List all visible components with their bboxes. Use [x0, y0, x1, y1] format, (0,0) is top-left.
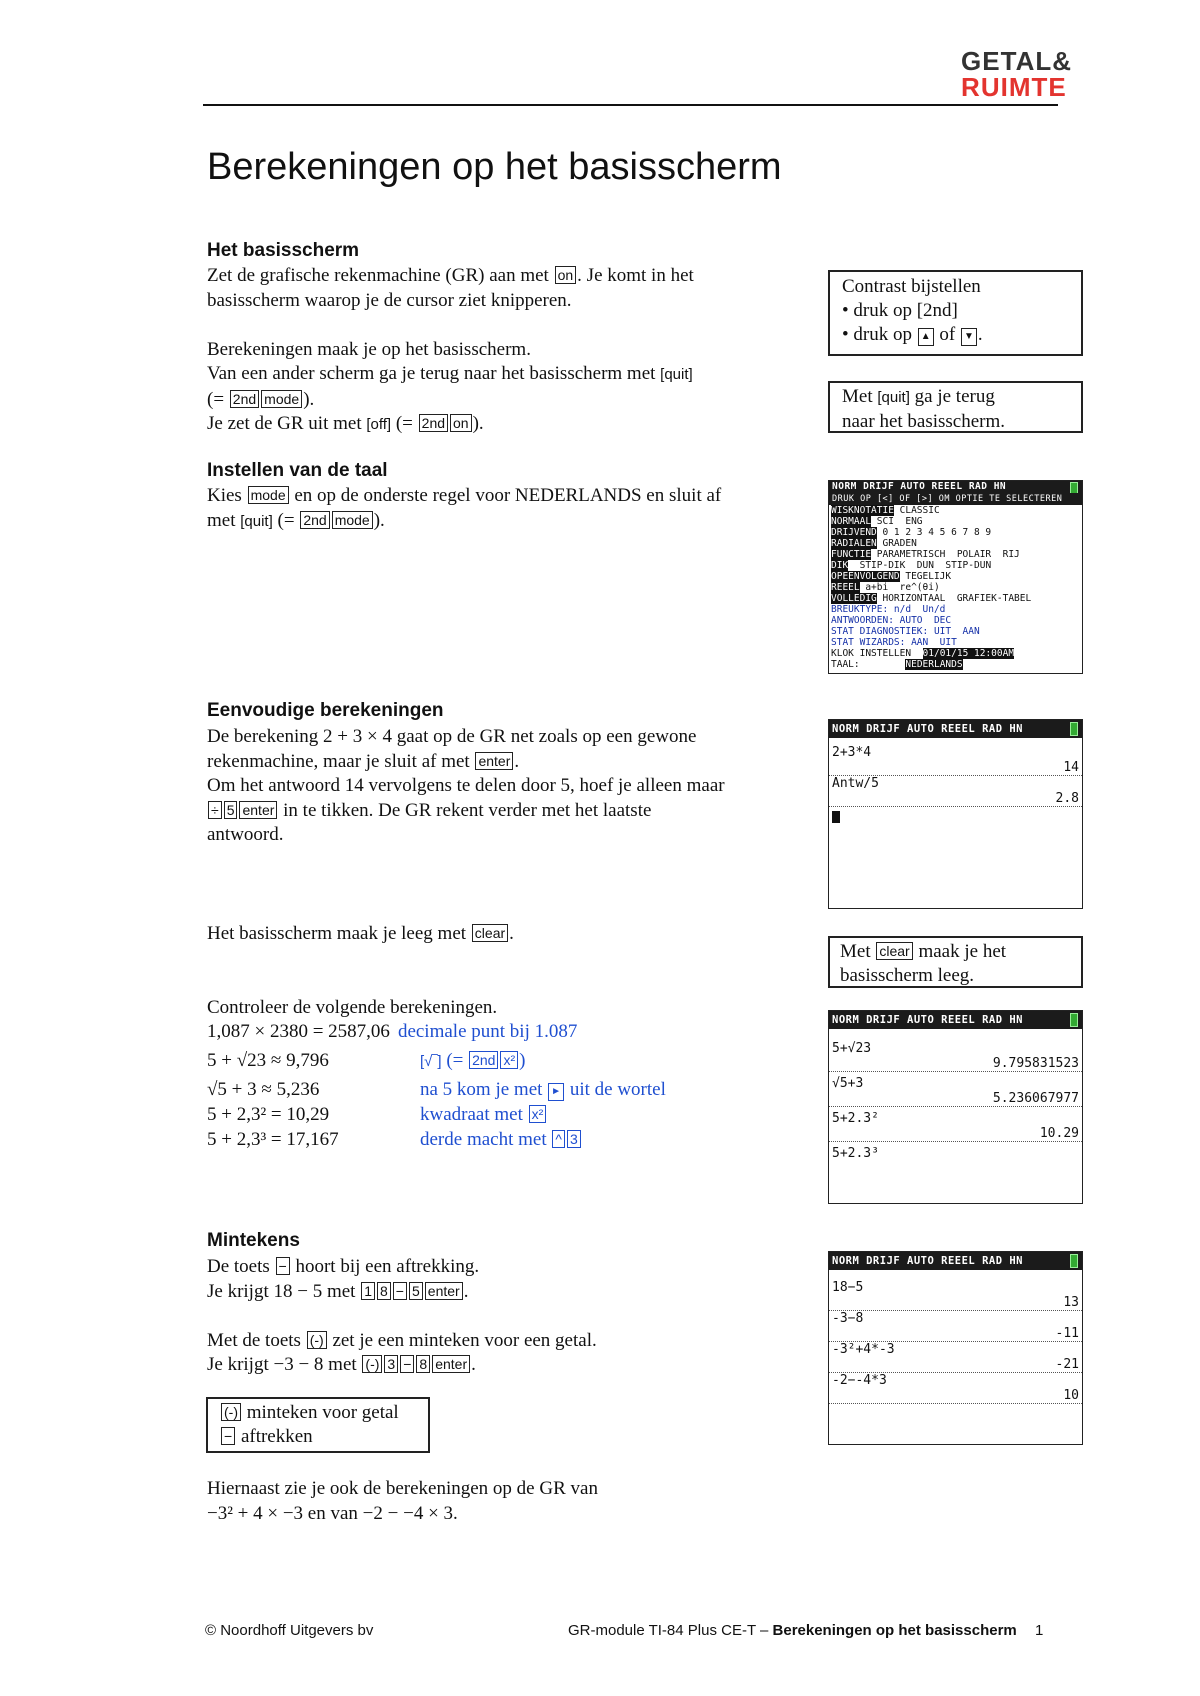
calc-input: Antw/5 — [832, 776, 879, 791]
text: . — [463, 1280, 469, 1302]
mode-row — [829, 648, 1082, 659]
text: druk op [2nd] — [853, 300, 958, 321]
calc-result: 9.795831523 — [829, 1056, 1082, 1072]
quit-label: [quit] — [240, 512, 273, 530]
check-right — [420, 1128, 582, 1152]
page-number: 1 — [1034, 1622, 1044, 1639]
mode-row — [829, 549, 1082, 560]
quit-label: [quit] — [877, 389, 910, 406]
8-key: 8 — [377, 1282, 391, 1300]
footer-module: GR-module TI-84 Plus CE-T – — [568, 1622, 773, 1639]
text: NEDERLANDS — [905, 659, 963, 670]
heading-mintekens: Mintekens — [207, 1230, 300, 1251]
text: in te tikken. De GR rekent verder met het laatste — [278, 799, 652, 821]
check-right — [420, 1078, 666, 1102]
bullet: • — [842, 324, 854, 345]
x-squared-key: x² — [529, 1105, 547, 1123]
text: hoort bij een aftrekking. — [290, 1256, 480, 1277]
2nd-key: 2nd — [300, 511, 329, 529]
note-title: Contrast bijstellen — [842, 276, 981, 297]
quit-label: [quit] — [660, 366, 693, 383]
mode-row — [829, 527, 1082, 538]
section-eenvoudig-text — [207, 725, 807, 848]
mode-selected: REEEL — [831, 582, 860, 593]
calc-result: 10.29 — [829, 1126, 1082, 1142]
text: ). — [472, 413, 484, 434]
page-title: Berekeningen op het basisscherm — [207, 146, 782, 188]
3-key: 3 — [567, 1130, 581, 1148]
enter-key: enter — [432, 1355, 470, 1373]
calc-input: 5+2.3² — [832, 1111, 879, 1126]
brand-line-1: GETAL& — [961, 46, 1072, 76]
text: minteken voor getal — [242, 1402, 399, 1423]
text: Zet de grafische rekenmachine (GR) aan met — [207, 265, 554, 286]
calc-input: -3²+4*-3 — [832, 1342, 895, 1357]
text: (= — [207, 388, 229, 410]
minus-key: − — [393, 1282, 407, 1300]
note-clear — [828, 936, 1083, 988]
brand-line-2: RUIMTE — [961, 72, 1067, 102]
negative-key: (-) — [362, 1355, 382, 1373]
2nd-key: 2nd — [469, 1051, 498, 1069]
text: uit de wortel — [565, 1079, 666, 1100]
text: 1,087 × 2380 = 2587,06 — [207, 1021, 390, 1042]
text: TAAL: — [831, 659, 860, 670]
section-basisscherm-text — [207, 264, 807, 438]
text: De berekening 2 + 3 × 4 gaat op de GR net zoals op een gewone — [207, 726, 697, 747]
header-rule — [203, 104, 1058, 106]
text: De toets — [207, 1256, 275, 1277]
status-bar — [829, 1252, 1082, 1270]
text: na 5 kom je met — [420, 1079, 548, 1100]
text: Om het antwoord 14 vervolgens te delen door 5, hoef je alleen maar — [207, 775, 725, 796]
check-intro: Controleer de volgende berekeningen. — [207, 997, 498, 1018]
calc-result: 5.236067977 — [829, 1091, 1082, 1107]
mode-key: mode — [332, 511, 373, 529]
text: −3² + 4 × −3 en van −2 − −4 × 3. — [207, 1502, 458, 1524]
text: antwoord. — [207, 824, 284, 845]
battery-icon — [1070, 722, 1078, 736]
text: [√‾] — [420, 1053, 442, 1070]
status-bar — [829, 481, 1082, 493]
check-left: 5 + 2,3² = 10,29 — [207, 1104, 330, 1125]
mode-selected: VOLLEDIG — [831, 593, 877, 604]
text: ga je terug — [909, 386, 995, 407]
battery-icon — [1070, 1254, 1078, 1268]
check-table — [207, 1020, 807, 1150]
mode-row — [829, 571, 1082, 582]
calc-result: 13 — [829, 1295, 1082, 1311]
text: basisscherm waarop je de cursor ziet knipperen. — [207, 289, 572, 311]
text: Het basisscherm maak je leeg met — [207, 923, 471, 944]
status-text: NORM DRIJF AUTO REEEL RAD HN — [832, 1014, 1024, 1026]
mode-row — [829, 516, 1082, 527]
text: Met de toets — [207, 1329, 306, 1351]
x-squared-key: x² — [500, 1051, 518, 1069]
check-left: 5 + √23 ≈ 9,796 — [207, 1050, 329, 1071]
mode-row: STAT WIZARDS: AAN UIT — [831, 637, 957, 648]
clear-text — [207, 922, 514, 947]
text: rekenmachine, maar je sluit af met — [207, 750, 475, 772]
text: Je krijgt −3 − 8 met — [207, 1354, 362, 1375]
text: naar het basisscherm. — [842, 411, 1006, 432]
text: . — [471, 1354, 476, 1375]
mode-row — [829, 593, 1082, 604]
minus-legend-box — [206, 1397, 430, 1453]
brand-logo — [961, 48, 1072, 100]
5-key: 5 — [409, 1282, 423, 1300]
text: (= — [391, 413, 418, 434]
text: of — [934, 324, 960, 345]
calc-result: 2.8 — [829, 791, 1082, 807]
calc-input: -3−8 — [832, 1311, 864, 1326]
mode-key: mode — [248, 486, 289, 504]
mode-row: BREUKTYPE: n/d Un/d — [831, 604, 946, 615]
calc-input: 5+2.3³ — [832, 1146, 879, 1161]
status-bar — [829, 1011, 1082, 1029]
text: Met — [840, 941, 876, 962]
mode-row: ANTWOORDEN: AUTO DEC — [831, 615, 952, 626]
3-key: 3 — [384, 1355, 398, 1373]
mode-options: PARAMETRISCH POLAIR RIJ — [871, 549, 1020, 560]
mode-row: STAT DIAGNOSTIEK: UIT AAN — [831, 626, 980, 637]
heading-taal: Instellen van de taal — [207, 460, 388, 481]
heading-eenvoudig: Eenvoudige berekeningen — [207, 700, 444, 721]
caret-key: ^ — [552, 1130, 565, 1148]
2nd-key: 2nd — [230, 390, 259, 408]
text: en op de onderste regel voor NEDERLANDS en sluit af — [289, 485, 722, 506]
footer-left: © Noordhoff Uitgevers bv — [205, 1622, 374, 1639]
mode-row — [829, 538, 1082, 549]
calc-result: 14 — [829, 760, 1082, 776]
clear-key: clear — [876, 942, 912, 960]
text: druk op — [853, 324, 917, 345]
check-left: √5 + 3 ≈ 5,236 — [207, 1079, 320, 1100]
enter-key: enter — [239, 801, 277, 819]
cursor — [832, 811, 840, 823]
negative-key: (-) — [307, 1331, 327, 1349]
mode-options: SCI ENG — [871, 516, 923, 527]
text: ) — [519, 1050, 526, 1071]
check-right — [420, 1103, 547, 1127]
mode-rows — [829, 505, 1082, 604]
mode-options: STIP-DIK DUN STIP-DUN — [848, 560, 992, 571]
text: kwadraat met — [420, 1104, 528, 1125]
minus-key: − — [276, 1257, 290, 1275]
check-row — [207, 1020, 577, 1044]
1-key: 1 — [361, 1282, 375, 1300]
mode-options: HORIZONTAAL GRAFIEK-TABEL — [876, 593, 1032, 604]
text: Kies — [207, 485, 247, 506]
text: Je zet de GR uit met — [207, 413, 367, 434]
text: derde macht met — [420, 1129, 552, 1150]
text: 01/01/15 12:00AM — [922, 648, 1015, 659]
mode-row — [829, 659, 1082, 670]
divide-key: ÷ — [208, 801, 222, 819]
text: ). — [303, 388, 315, 410]
2nd-key: 2nd — [419, 414, 448, 432]
text: basisscherm leeg. — [840, 965, 975, 986]
mode-key: mode — [261, 390, 302, 408]
mode-options: a+bi re^(θi) — [859, 582, 940, 593]
text: met — [207, 509, 241, 531]
text: zet je een minteken voor een getal. — [327, 1329, 597, 1351]
down-arrow-key: ▼ — [961, 328, 977, 346]
text: (= — [272, 509, 300, 531]
text: Met — [842, 386, 878, 407]
note-contrast — [828, 270, 1083, 356]
heading-basisscherm: Het basisscherm — [207, 240, 360, 261]
status-text: NORM DRIJF AUTO REEEL RAD HN — [832, 723, 1024, 735]
8-key: 8 — [416, 1355, 430, 1373]
mode-options: CLASSIC — [893, 505, 940, 516]
check-right — [420, 1049, 525, 1074]
mode-options: 0 1 2 3 4 5 6 7 8 9 — [876, 527, 992, 538]
calc-input: √5+3 — [832, 1076, 864, 1091]
calc-input: 18−5 — [832, 1280, 864, 1295]
text: . Je komt in het — [577, 265, 694, 286]
minus-key: − — [400, 1355, 414, 1373]
calc-input: 2+3*4 — [832, 745, 872, 760]
status-text: DRUK OP [<] OF [>] OM OPTIE TE SELECTEREN — [832, 494, 1063, 504]
off-label: [off] — [366, 416, 392, 433]
section-taal-text — [207, 484, 807, 534]
status-bar — [829, 720, 1082, 738]
calc-result: -21 — [829, 1357, 1082, 1373]
enter-key: enter — [475, 752, 513, 770]
mode-screen — [828, 480, 1083, 674]
text: Je krijgt 18 − 5 met — [207, 1280, 361, 1302]
enter-key: enter — [425, 1282, 463, 1300]
section-mintekens-text — [207, 1255, 807, 1378]
negative-key: (-) — [221, 1403, 241, 1421]
mode-selected: OPEENVOLGEND — [831, 571, 900, 582]
on-key: on — [450, 414, 472, 432]
right-arrow-key: ► — [548, 1083, 564, 1101]
status-text: NORM DRIJF AUTO REEEL RAD HN — [832, 1255, 1024, 1267]
mode-options: TEGELIJK — [899, 571, 952, 582]
text: . — [977, 324, 983, 345]
calc-result: -11 — [829, 1326, 1082, 1342]
text: Berekeningen maak je op het basisscherm. — [207, 338, 531, 360]
mode-selected: FUNCTIE — [831, 549, 872, 560]
5-key: 5 — [224, 801, 238, 819]
text: Hiernaast zie je ook de berekeningen op de GR van — [207, 1478, 598, 1499]
mode-selected: DRIJVEND — [831, 527, 877, 538]
text: (= — [441, 1050, 469, 1071]
minus-key: − — [221, 1427, 235, 1445]
note-quit — [828, 381, 1083, 433]
status-bar-2 — [829, 493, 1082, 505]
calc-screen-2 — [828, 1010, 1083, 1204]
mode-row — [829, 582, 1082, 593]
battery-icon — [1070, 1013, 1078, 1027]
text: aftrekken — [236, 1426, 313, 1447]
mode-selected: DIK — [831, 560, 849, 571]
text: KLOK INSTELLEN — [831, 648, 912, 659]
check-left: 5 + 2,3³ = 17,167 — [207, 1129, 339, 1150]
mode-row — [829, 560, 1082, 571]
calc-screen-3 — [828, 1251, 1083, 1445]
footer-chapter: Berekeningen op het basisscherm — [772, 1622, 1017, 1639]
text: . — [509, 923, 514, 944]
text: . — [514, 750, 520, 772]
clear-key: clear — [472, 924, 508, 942]
section-mintekens-outro — [207, 1477, 807, 1526]
mode-row — [829, 505, 1082, 516]
text: decimale punt bij 1.087 — [397, 1021, 578, 1042]
text: Van een ander scherm ga je terug naar het basisscherm met — [207, 363, 661, 384]
status-text: NORM DRIJF AUTO REEEL RAD HN — [832, 481, 1007, 492]
calc-input: 5+√23 — [832, 1041, 872, 1056]
mode-selected: WISKNOTATIE — [831, 505, 894, 516]
calc-screen-1 — [828, 719, 1083, 909]
text: ). — [373, 509, 385, 531]
up-arrow-key: ▲ — [918, 328, 934, 346]
footer-right — [568, 1622, 1043, 1639]
calc-input: -2−-4*3 — [832, 1373, 887, 1388]
text: maak je het — [913, 941, 1007, 962]
mode-options: GRADEN — [876, 538, 917, 549]
calc-result: 10 — [829, 1388, 1082, 1404]
on-key: on — [555, 266, 577, 284]
mode-selected: RADIALEN — [831, 538, 877, 549]
mode-selected: NORMAAL — [831, 516, 872, 527]
bullet: • — [842, 300, 854, 321]
